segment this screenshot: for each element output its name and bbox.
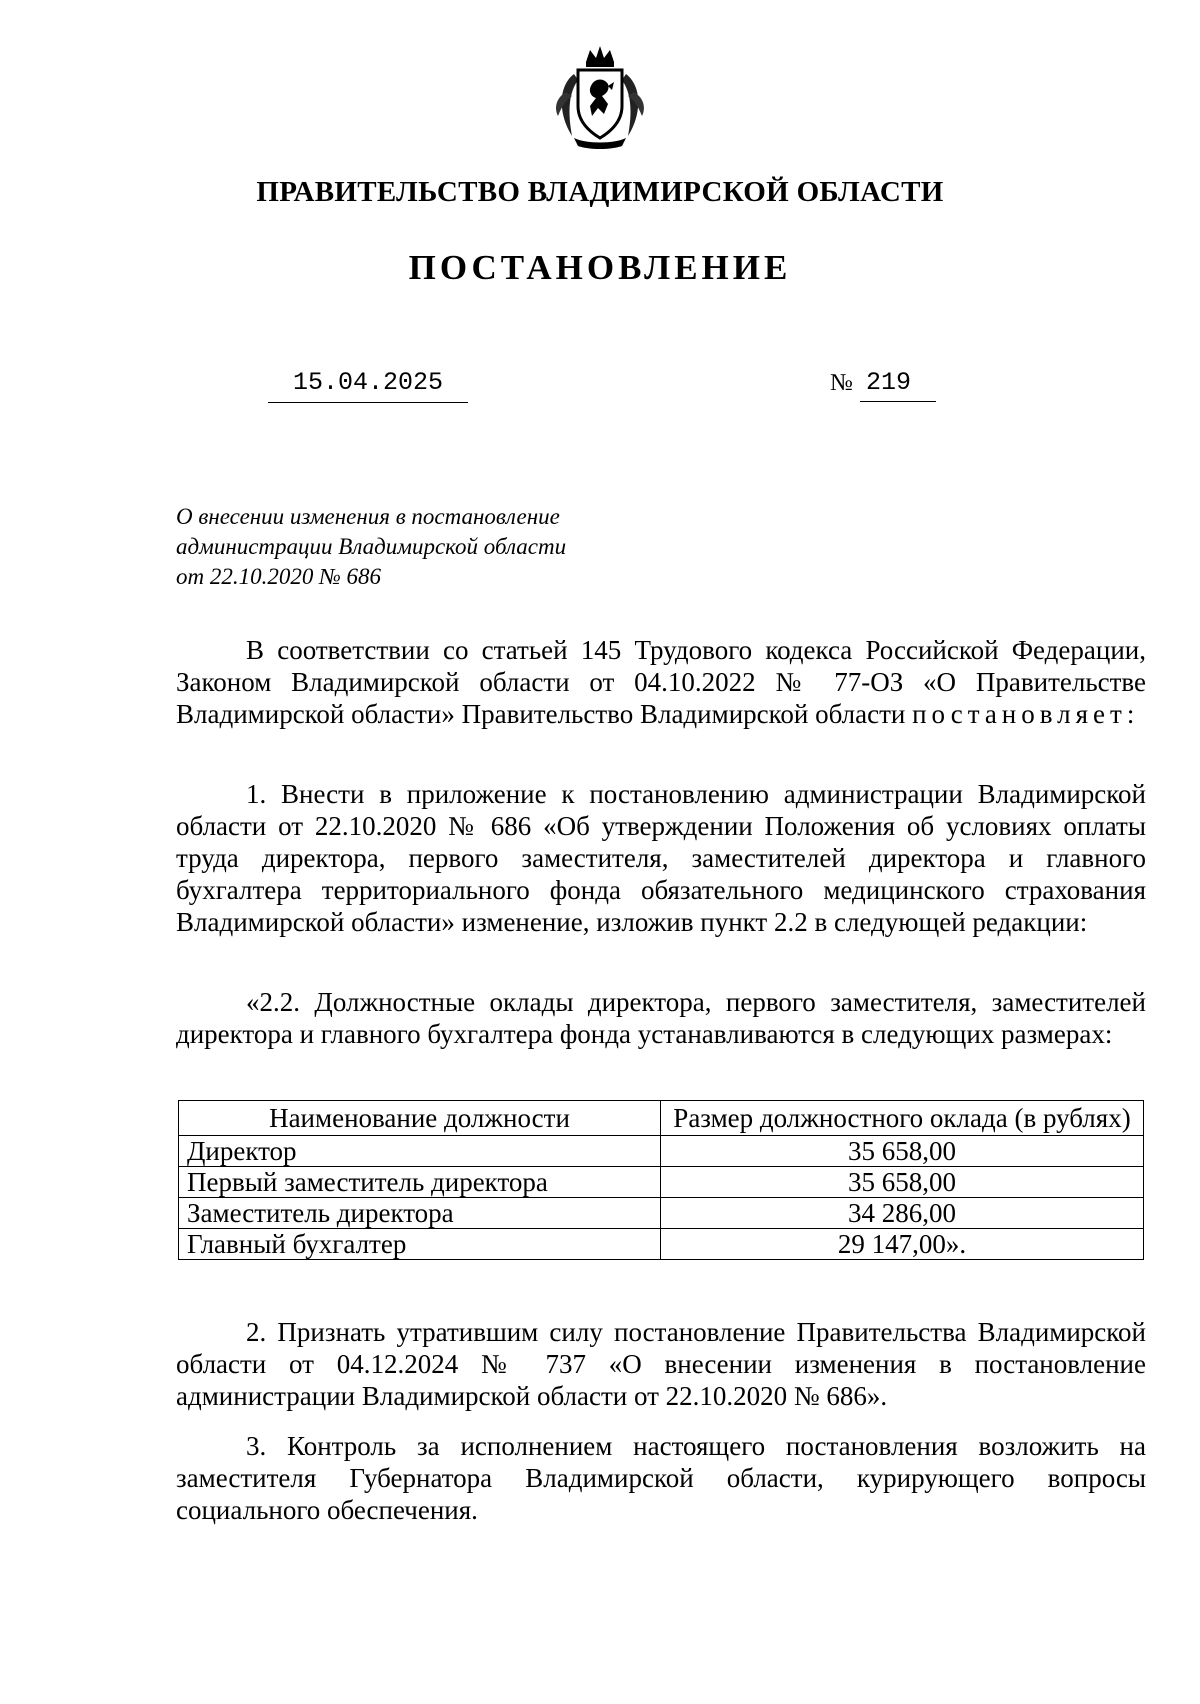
position-cell: Главный бухгалтер [179,1229,661,1260]
organization-title: ПРАВИТЕЛЬСТВО ВЛАДИМИРСКОЙ ОБЛАСТИ [256,176,944,208]
item-2-paragraph: 2. Признать утратившим силу постановление Правительства Владимирской области от 04.12.2024 № 737 «О внесении изменения в постановление администрации Владимирской области от 22.10.2020 № 686». [176,1317,1146,1411]
salary-table [178,1100,1144,1260]
table-row [179,1198,1144,1229]
item-3-paragraph: 3. Контроль за исполнением настоящего постановления возложить на заместителя Губернатора Владимирской области, курирующего вопросы социального обеспечения. [176,1431,1146,1525]
item-1-quote-paragraph: «2.2. Должностные оклады директора, первого заместителя, заместителей директора и главного бухгалтера фонда устанавливаются в следующих размерах: [176,987,1146,1049]
subject-line: администрации Владимирской области [176,534,567,559]
table-row [179,1167,1144,1198]
document-type: ПОСТАНОВЛЕНИЕ [408,248,792,287]
subject-line: О внесении изменения в постановление [176,504,560,529]
header-salary: Размер должностного оклада (в рублях) [661,1101,1144,1136]
coat-of-arms-icon [552,44,648,150]
header-position: Наименование должности [179,1101,661,1136]
subject-line: от 22.10.2020 № 686 [176,564,382,589]
table-header-row [179,1101,1144,1136]
salary-cell: 35 658,00 [661,1136,1144,1167]
number-sign: № [830,370,853,396]
document-number: 219 [860,368,936,402]
preamble-paragraph [176,634,1146,730]
position-cell: Первый заместитель директора [179,1167,661,1198]
table-row [179,1229,1144,1260]
salary-cell: 29 147,00». [661,1229,1144,1260]
preamble-text: В соответствии со статьей 145 Трудового кодекса Российской Федерации, Законом Владимирской области от 04.10.2022 № 77-ОЗ «О Правительстве Владимирской области» Правительство Владимирской области [176,635,1146,729]
position-cell: Директор [179,1136,661,1167]
preamble-spaced-word: постановляет: [912,699,1140,729]
document-subject [176,502,636,592]
document-date: 15.04.2025 [268,368,468,403]
salary-cell: 35 658,00 [661,1167,1144,1198]
position-cell: Заместитель директора [179,1198,661,1229]
item-1-paragraph: 1. Внести в приложение к постановлению администрации Владимирской области от 22.10.2020 № 686 «Об утверждении Положения об условиях оплаты труда директора, первого заместителя, заместителей директора и главного бухгалтера территориального фонда обязательного медицинского страхования Владимирской области» изменение, изложив пункт 2.2 в следующей редакции: [176,779,1146,937]
salary-cell: 34 286,00 [661,1198,1144,1229]
table-row [179,1136,1144,1167]
